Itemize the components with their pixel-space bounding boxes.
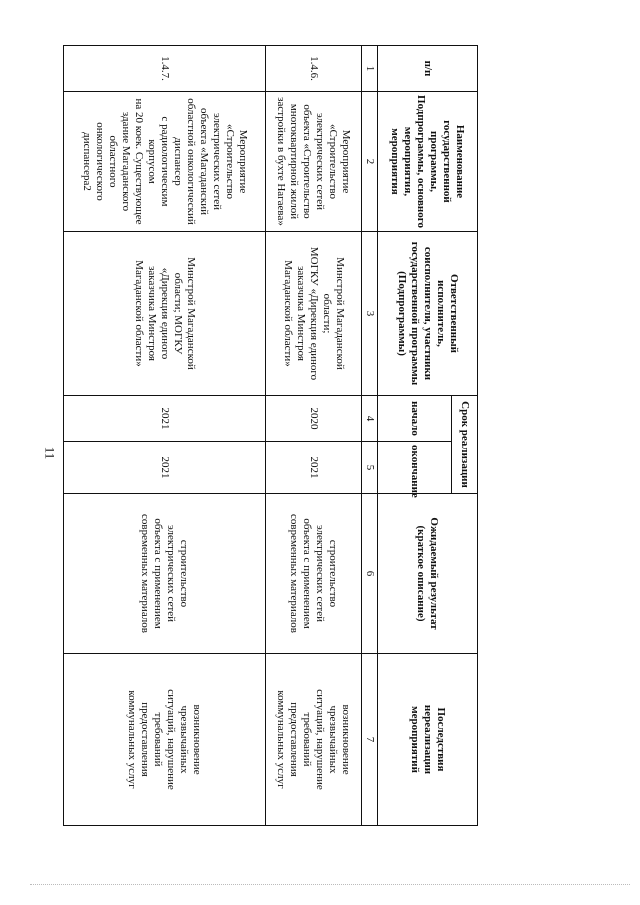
col-number-1: 1	[362, 46, 378, 92]
row-name: Мероприятие «Строительство электрических сетей объекта «Магаданский областной онкологический диспансер с радиологическим корпусом на 20 коек. Существующее здание Магаданского областного онкологического диспансера2	[64, 92, 266, 232]
row-consequence: возникновение чрезвычайных ситуаций, нарушение требований предоставления коммунальных услуг	[266, 654, 362, 826]
row-executor: Минстрой Магаданской области; МОГКУ «Дирекция единого заказчика Минстроя Магаданской области»	[266, 232, 362, 396]
rotated-table-container	[68, 45, 478, 825]
page-number: 11	[42, 446, 58, 460]
scan-edge-line	[30, 884, 630, 885]
row-number: 1.4.7.	[64, 46, 266, 92]
row-result: строительство электрических сетей объекта с применением современных материалов	[64, 494, 266, 654]
row-start: 2021	[64, 396, 266, 442]
row-name: Мероприятие «Строительство электрических сетей объекта «Строительство многоквартирной жилой застройки в бухте Нагаева»	[266, 92, 362, 232]
header-name: Наименование государственной программы, Подпрограммы, основного мероприятия, мероприятия	[378, 92, 478, 232]
column-numbers-row	[362, 46, 378, 826]
header-consequence: Последствия нереализации мероприятий	[378, 654, 478, 826]
header-result: Ожидаемый результат (краткое описание)	[378, 494, 478, 654]
table-row	[64, 46, 266, 826]
row-consequence: возникновение чрезвычайных ситуаций, нарушение требований предоставления коммунальных услуг	[64, 654, 266, 826]
row-end: 2021	[266, 442, 362, 494]
col-number-2: 2	[362, 92, 378, 232]
col-number-3: 3	[362, 232, 378, 396]
header-row-1	[452, 46, 478, 826]
col-number-6: 6	[362, 494, 378, 654]
row-number: 1.4.6.	[266, 46, 362, 92]
header-term: Срок реализации	[452, 396, 478, 494]
row-executor: Минстрой Магаданской области; МОГКУ «Дирекция единого заказчика Минстроя Магаданской области»	[64, 232, 266, 396]
program-table	[63, 45, 478, 826]
row-end: 2021	[64, 442, 266, 494]
header-num: п/п	[378, 46, 478, 92]
col-number-5: 5	[362, 442, 378, 494]
header-end: окончание	[378, 442, 452, 494]
header-start: начало	[378, 396, 452, 442]
row-result: строительство электрических сетей объекта с применением современных материалов	[266, 494, 362, 654]
col-number-4: 4	[362, 396, 378, 442]
col-number-7: 7	[362, 654, 378, 826]
header-executor: Ответственный исполнитель, соисполнители, участники государственной программы (Подпрограммы)	[378, 232, 478, 396]
table-row	[266, 46, 362, 826]
row-start: 2020	[266, 396, 362, 442]
